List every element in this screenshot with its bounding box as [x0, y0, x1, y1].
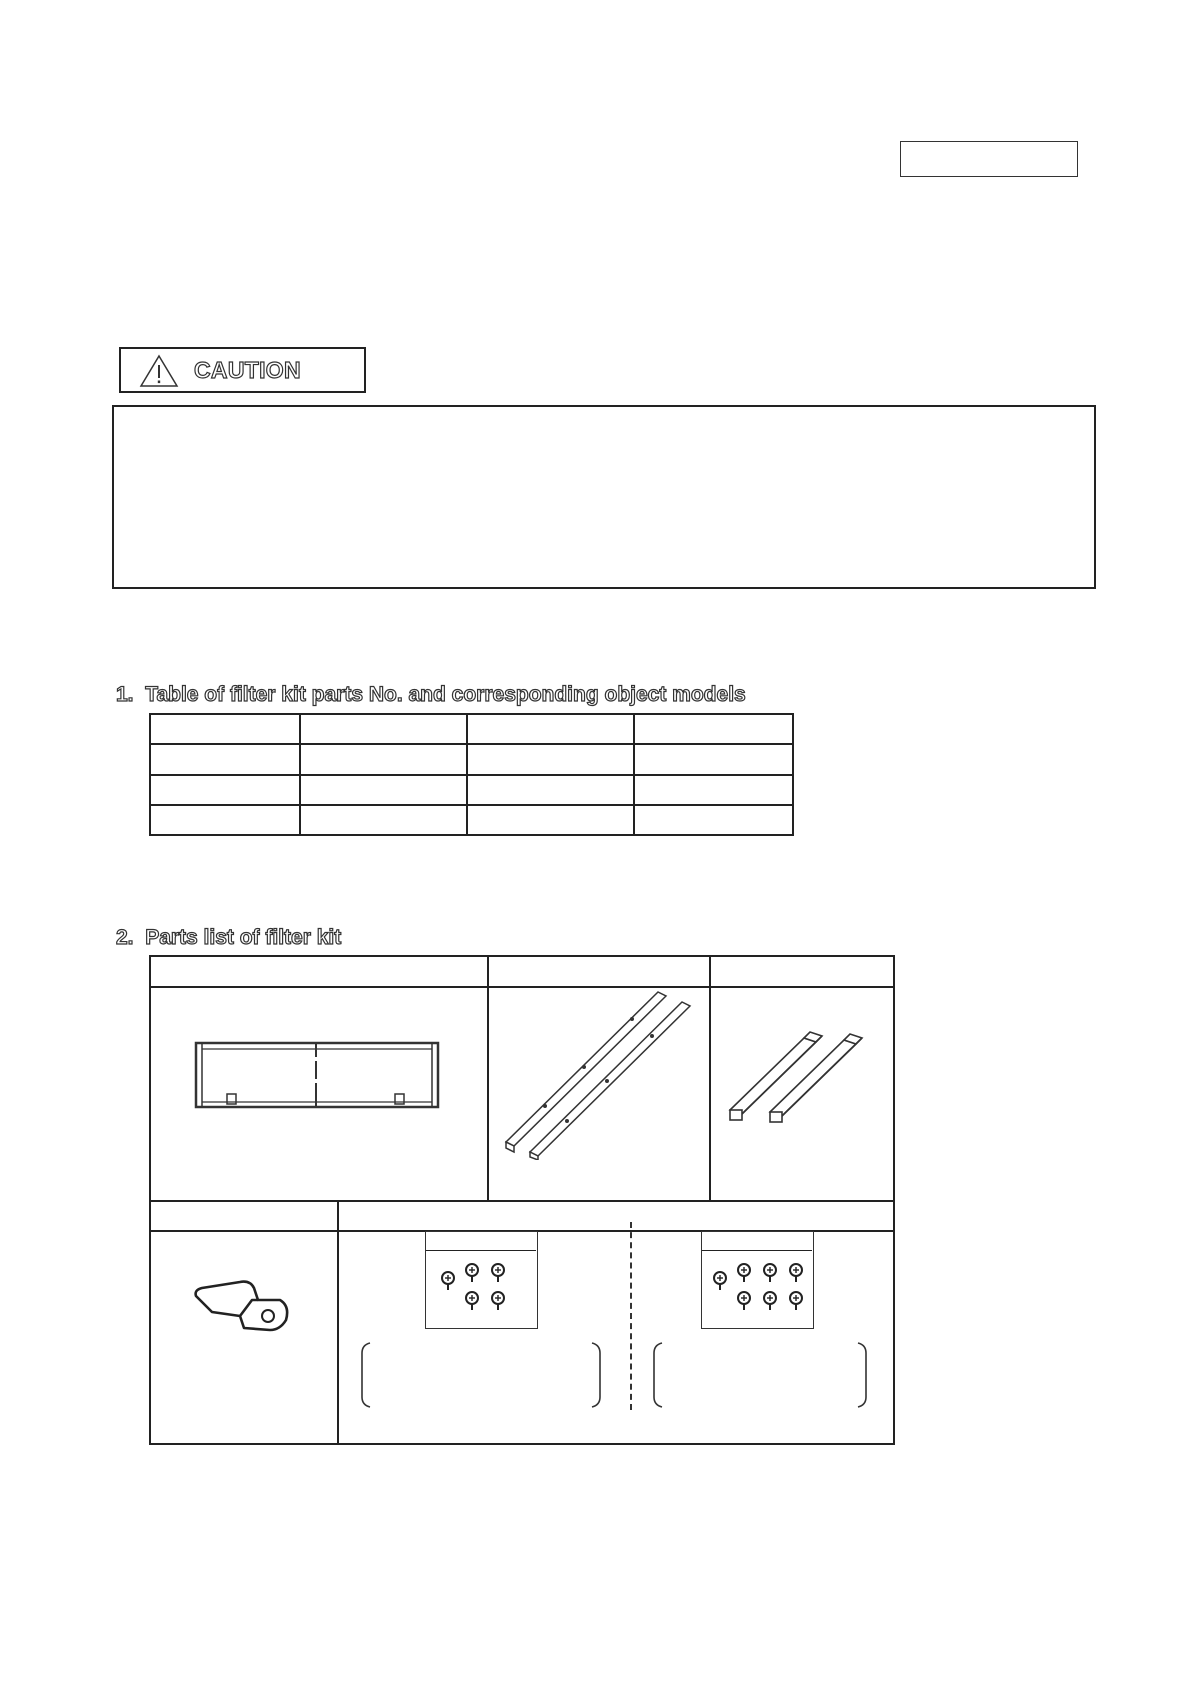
section2-number: 2. [116, 926, 134, 949]
table-cell [634, 805, 793, 835]
table-cell [300, 805, 467, 835]
rail-pair-icon [502, 990, 698, 1160]
section2-title [116, 926, 341, 950]
document-label-box [900, 141, 1078, 177]
caution-header [119, 347, 366, 393]
table-cell [467, 775, 634, 805]
table-cell [634, 744, 793, 774]
filter-kit-model-table [149, 713, 794, 836]
warning-triangle-icon [139, 354, 179, 388]
table-cell [150, 805, 300, 835]
table-cell [634, 714, 793, 744]
caution-body-box [112, 405, 1096, 589]
table-cell [150, 775, 300, 805]
screw-set-6-box [425, 1231, 538, 1329]
bracket-icon [192, 1278, 292, 1336]
screw-set-6-icon [440, 1262, 524, 1318]
screw-set-8-box [701, 1231, 814, 1329]
screw-set-8-icon [712, 1262, 808, 1318]
table-cell [300, 775, 467, 805]
table-cell [467, 744, 634, 774]
table-row [150, 805, 793, 835]
square-bar-pair-icon [728, 1012, 878, 1126]
screw-set-8-note-bracket [650, 1341, 870, 1409]
table-cell [150, 744, 300, 774]
section1-heading: Table of filter kit parts No. and corresponding object models [145, 683, 746, 706]
screw-set-6-note-bracket [358, 1341, 604, 1409]
dashed-divider [630, 1222, 632, 1410]
section1-number: 1. [116, 683, 134, 706]
section1-title [116, 683, 746, 707]
table-cell [300, 714, 467, 744]
table-row [150, 775, 793, 805]
table-cell [467, 714, 634, 744]
table-row [150, 714, 793, 744]
table-cell [467, 805, 634, 835]
table-cell [150, 714, 300, 744]
table-cell [300, 744, 467, 774]
filter-frame-icon [194, 1040, 440, 1110]
caution-label: CAUTION [194, 357, 301, 383]
table-cell [634, 775, 793, 805]
table-row [150, 744, 793, 774]
section2-heading: Parts list of filter kit [145, 926, 342, 949]
